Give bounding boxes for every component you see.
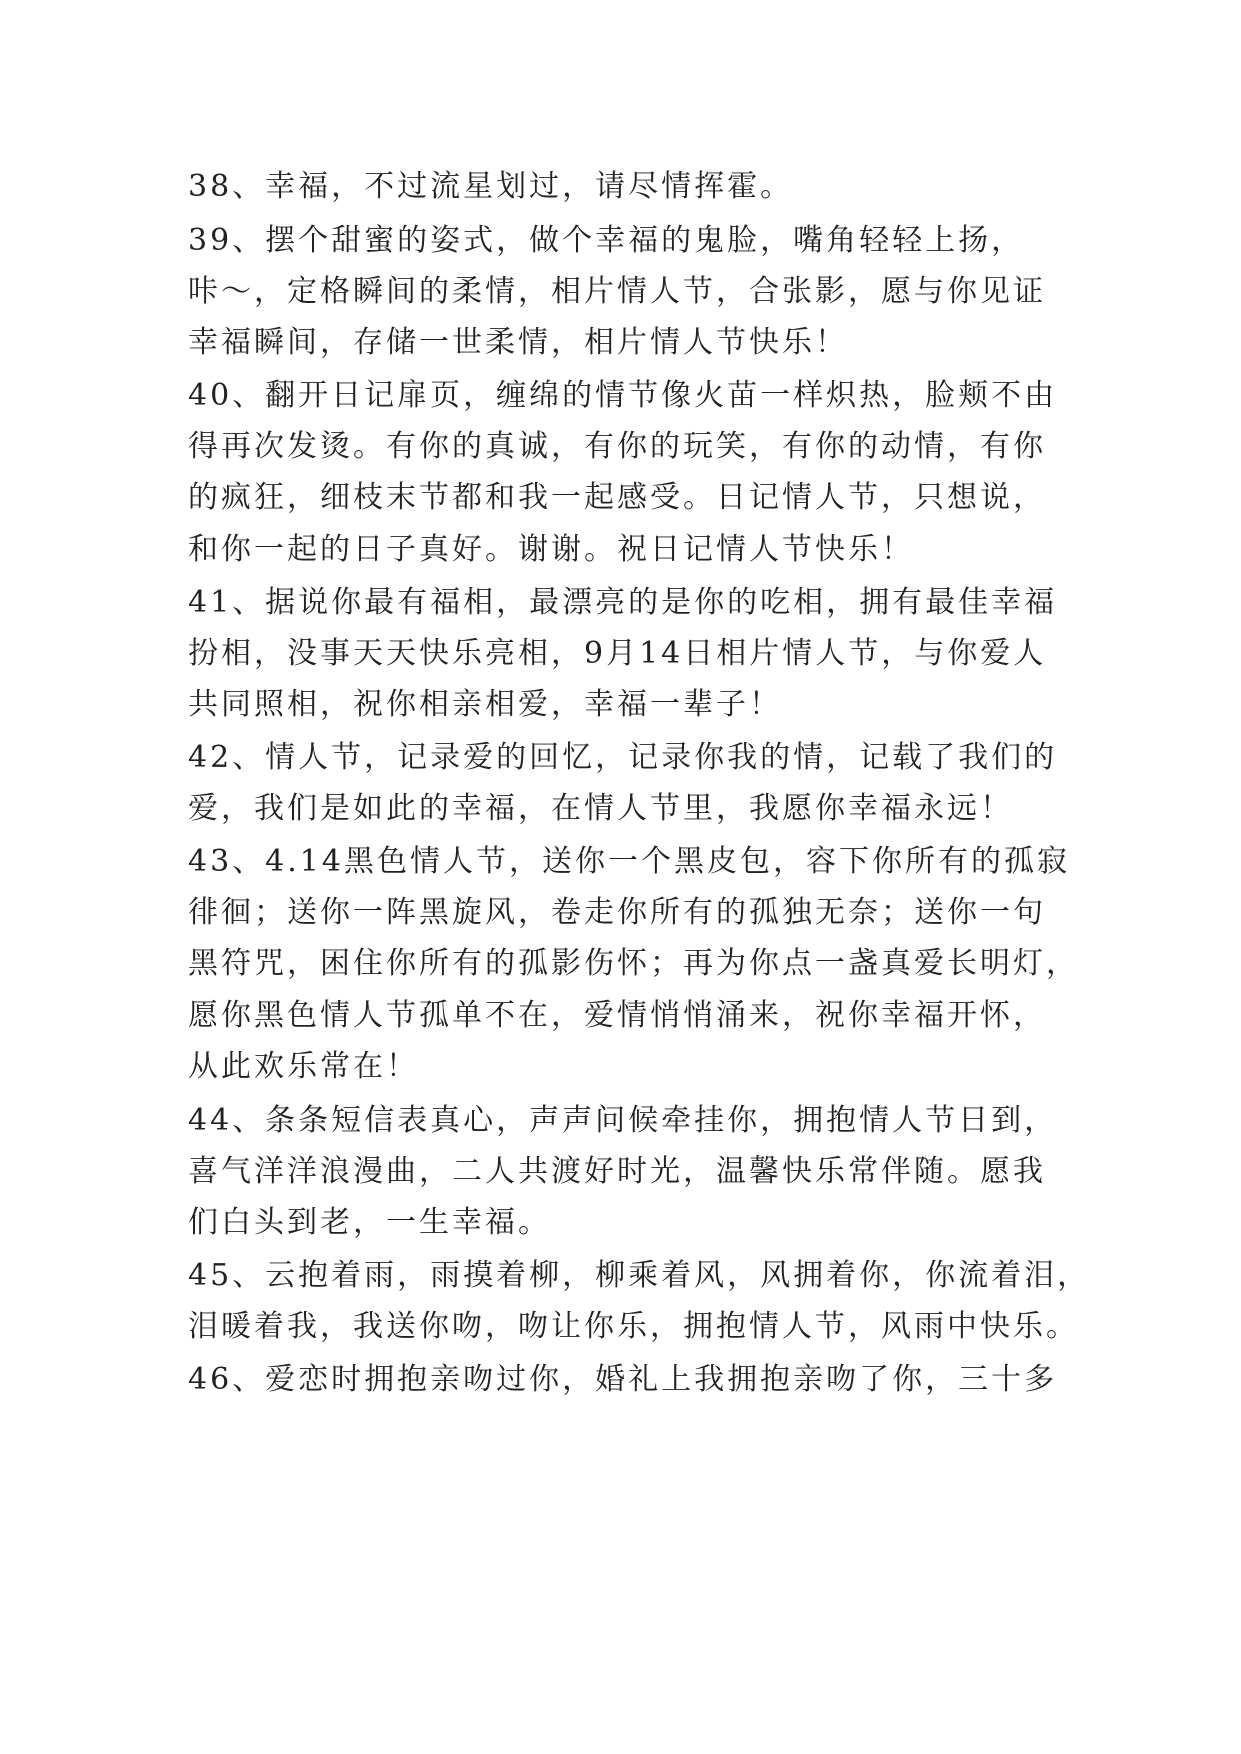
text-line: 愿你黑色情人节孤单不在，爱情悄悄涌来，祝你幸福开怀， xyxy=(188,998,1046,1033)
text-line: 共同照相，祝你相亲相爱，幸福一辈子！ xyxy=(188,687,782,722)
text-line: 和你一起的日子真好。谢谢。祝日记情人节快乐！ xyxy=(188,532,914,567)
text-line: 46、爱恋时拥抱亲吻过你，婚礼上我拥抱亲吻了你，三十多 xyxy=(188,1362,1058,1397)
text-line: 43、4.14黑色情人节，送你一个黑皮包，容下你所有的孤寂 xyxy=(188,844,1070,879)
text-line: 黑符咒，困住你所有的孤影伤怀；再为你点一盏真爱长明灯， xyxy=(188,946,1079,981)
text-line: 40、翻开日记扉页，缠绵的情节像火苗一样炽热，脸颊不由 xyxy=(188,378,1058,413)
text-line: 咔～，定格瞬间的柔情，相片情人节，合张影，愿与你见证 xyxy=(188,274,1046,309)
text-line: 得再次发烫。有你的真诚，有你的玩笑，有你的动情，有你 xyxy=(188,429,1046,464)
text-line: 41、据说你最有福相，最漂亮的是你的吃相，拥有最佳幸福 xyxy=(188,585,1058,620)
text-line: 的疯狂，细枝末节都和我一起感受。日记情人节，只想说， xyxy=(188,480,1046,515)
text-line: 们白头到老，一生幸福。 xyxy=(188,1205,551,1240)
text-line: 扮相，没事天天快乐亮相，9月14日相片情人节，与你爱人 xyxy=(188,636,1047,671)
text-line: 喜气洋洋浪漫曲，二人共渡好时光，温馨快乐常伴随。愿我 xyxy=(188,1154,1046,1189)
text-line: 42、情人节，记录爱的回忆，记录你我的情，记载了我们的 xyxy=(188,740,1058,775)
text-line: 幸福瞬间，存储一世柔情，相片情人节快乐！ xyxy=(188,325,848,360)
text-line: 45、云抱着雨，雨摸着柳，柳乘着风，风拥着你，你流着泪， xyxy=(188,1258,1091,1293)
text-line: 徘徊；送你一阵黑旋风，卷走你所有的孤独无奈；送你一句 xyxy=(188,895,1046,930)
text-line: 44、条条短信表真心，声声问候牵挂你，拥抱情人节日到， xyxy=(188,1103,1058,1138)
text-line: 从此欢乐常在！ xyxy=(188,1049,419,1084)
text-line: 38、幸福，不过流星划过，请尽情挥霍。 xyxy=(188,169,794,204)
text-line: 39、摆个甜蜜的姿式，做个幸福的鬼脸，嘴角轻轻上扬， xyxy=(188,223,1025,258)
text-line: 泪暖着我，我送你吻，吻让你乐，拥抱情人节，风雨中快乐。 xyxy=(188,1309,1079,1344)
text-line: 爱，我们是如此的幸福，在情人节里，我愿你幸福永远！ xyxy=(188,791,1013,826)
